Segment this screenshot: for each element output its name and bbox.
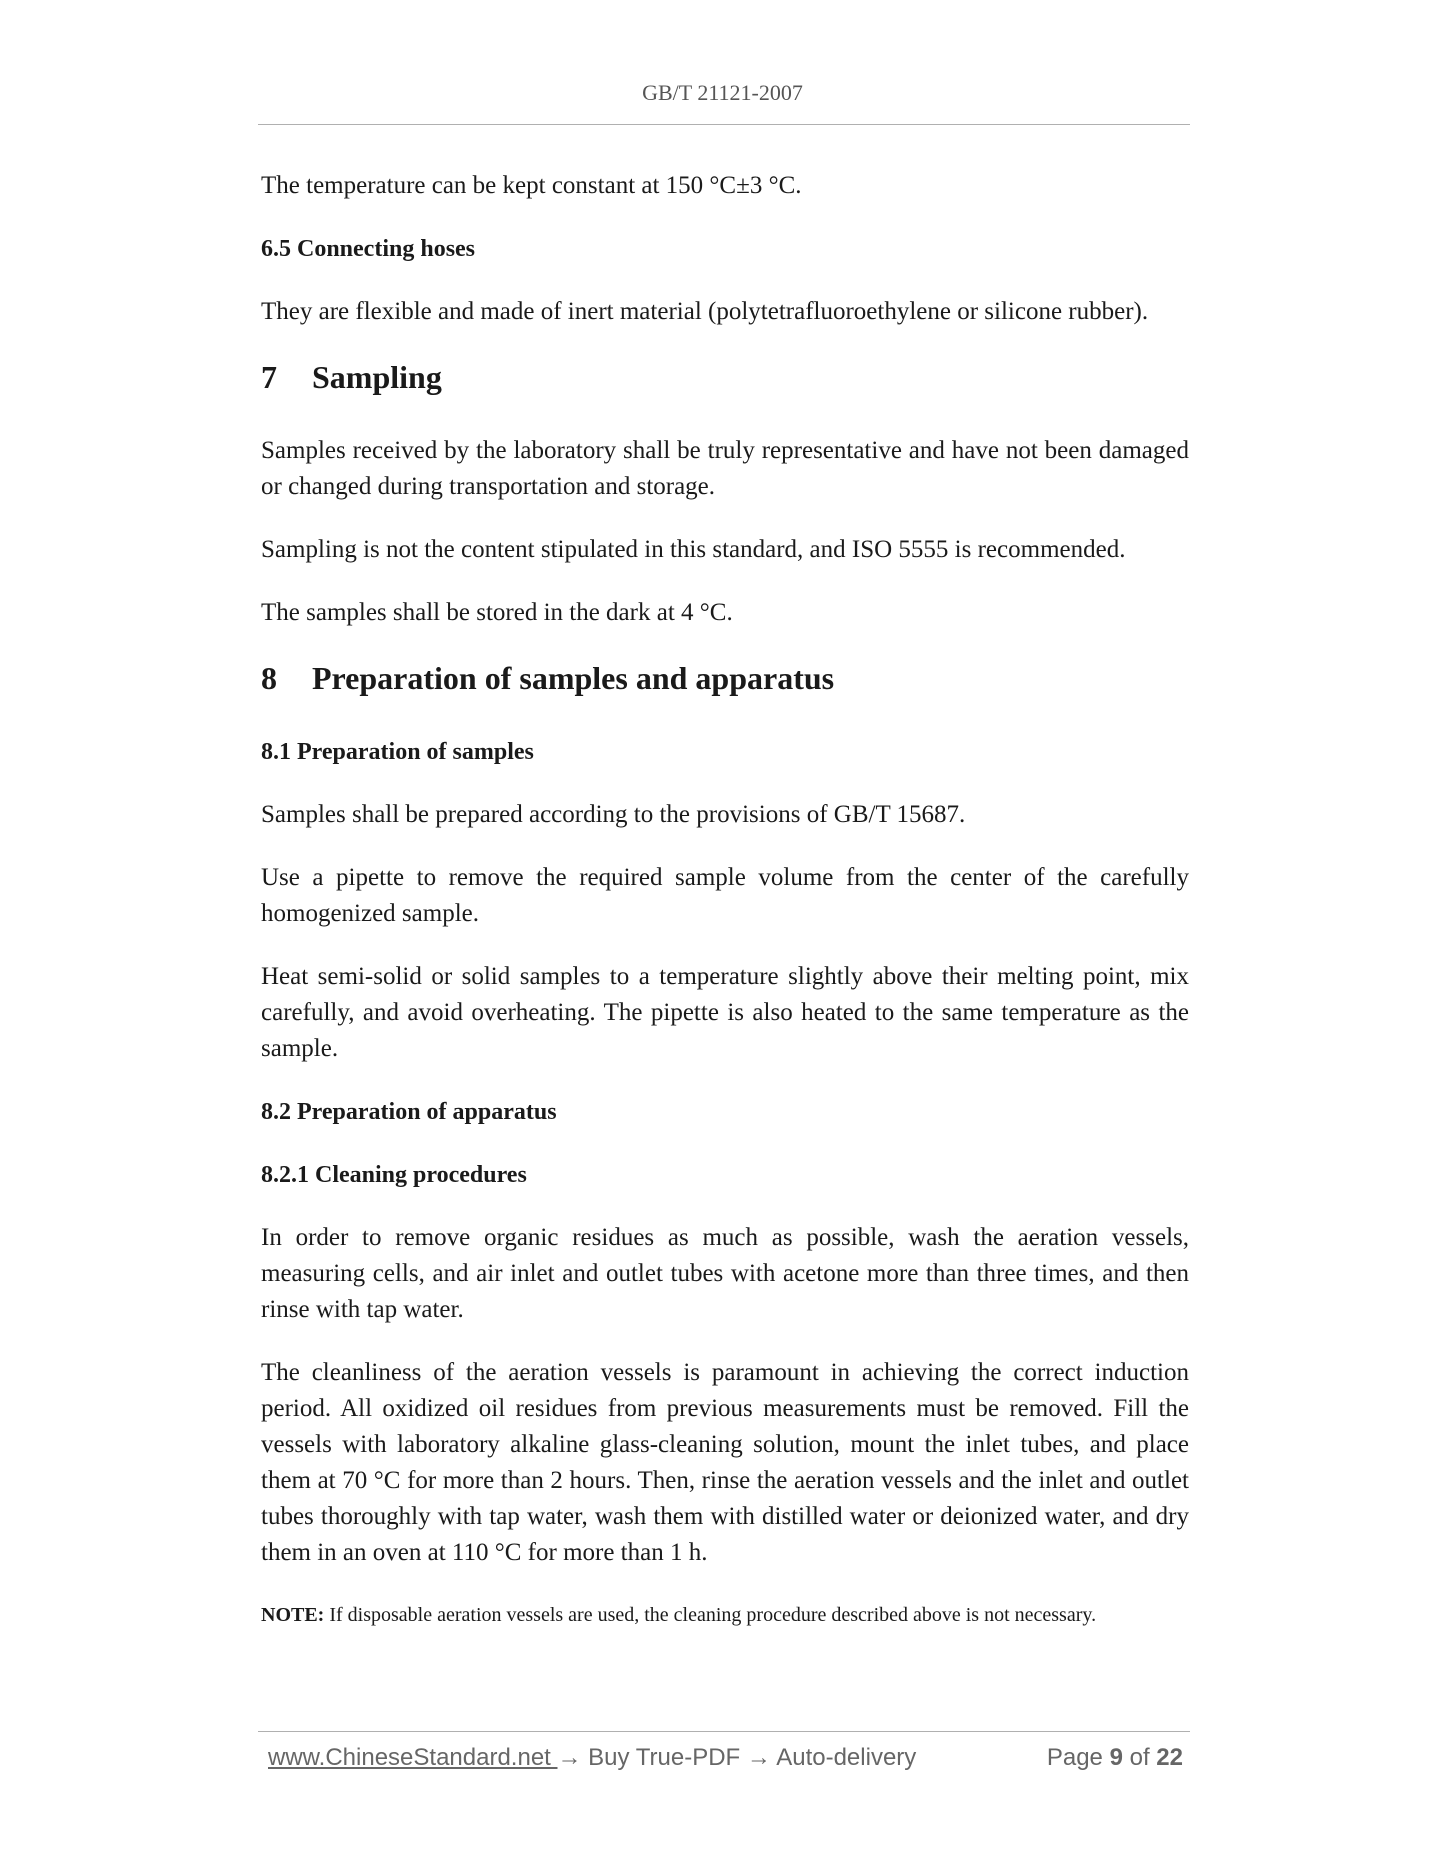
paragraph-prepared: Samples shall be prepared according to the provisions of GB/T 15687.	[261, 801, 966, 828]
footer-rule	[258, 1731, 1190, 1732]
site-link[interactable]: www.ChineseStandard.net	[268, 1744, 558, 1771]
paragraph-cleanliness: The cleanliness of the aeration vessels is paramount in achieving the correct induction period. All oxidized oil residues from previous measurements must be removed. Fill the vessels with laboratory alkaline glass-cleaning solution, mount the inlet tubes, and place them at 70 °C for more than 2 hours. Then, rinse the aeration vessels and the inlet and outlet tubes thoroughly with tap water, wash them with distilled water or deionized water, and dry them in an oven at 110 °C for more than 1 h.	[261, 1359, 1189, 1566]
section-7-title: Sampling	[312, 359, 442, 395]
heading-8-2-1: 8.2.1 Cleaning procedures	[261, 1162, 527, 1188]
page-footer	[268, 1744, 1183, 1784]
page-label: Page	[1046, 1744, 1103, 1771]
heading-6-5: 6.5 Connecting hoses	[261, 236, 476, 262]
section-8-title: Preparation of samples and apparatus	[312, 660, 835, 696]
document-body	[261, 168, 1189, 1656]
header-rule	[258, 124, 1190, 125]
page-current: 9	[1109, 1744, 1123, 1771]
paragraph-stored: The samples shall be stored in the dark at 4 °C.	[261, 599, 733, 626]
paragraph-hoses: They are flexible and made of inert material (polytetrafluoroethylene or silicone rubber).	[261, 298, 1149, 325]
page-total: 22	[1156, 1744, 1183, 1771]
heading-section-8	[261, 658, 1189, 698]
section-8-number: 8	[261, 660, 277, 696]
running-header: GB/T 21121-2007	[642, 80, 803, 105]
footer-left	[268, 1744, 916, 1772]
paragraph-order: In order to remove organic residues as much as possible, wash the aeration vessels, measuring cells, and air inlet and outlet tubes with acetone more than three times, and then rinse with tap water.	[261, 1224, 1189, 1323]
note-text: If disposable aeration vessels are used, the cleaning procedure described above is not necessary.	[324, 1604, 1097, 1626]
heading-section-7	[261, 357, 1189, 397]
paragraph-temperature: The temperature can be kept constant at 150 °C±3 °C.	[261, 172, 802, 199]
paragraph-samples-received: Samples received by the laboratory shall be truly representative and have not been damaged or changed during transportation and storage.	[261, 437, 1189, 500]
paragraph-pipette: Use a pipette to remove the required sample volume from the center of the carefully homogenized sample.	[261, 864, 1189, 927]
section-7-number: 7	[261, 359, 277, 395]
buy-text: → Buy True-PDF → Auto-delivery	[557, 1744, 917, 1771]
page-indicator	[1047, 1744, 1183, 1772]
note	[261, 1601, 1189, 1629]
paragraph-sampling-not: Sampling is not the content stipulated in this standard, and ISO 5555 is recommended.	[261, 536, 1126, 563]
of-label: of	[1129, 1744, 1150, 1771]
heading-8-2: 8.2 Preparation of apparatus	[261, 1099, 557, 1125]
heading-8-1: 8.1 Preparation of samples	[261, 739, 534, 765]
paragraph-heat: Heat semi-solid or solid samples to a temperature slightly above their melting point, mix carefully, and avoid overheating. The pipette is also heated to the same temperature as the sample.	[261, 963, 1189, 1062]
note-label: NOTE:	[261, 1604, 325, 1626]
